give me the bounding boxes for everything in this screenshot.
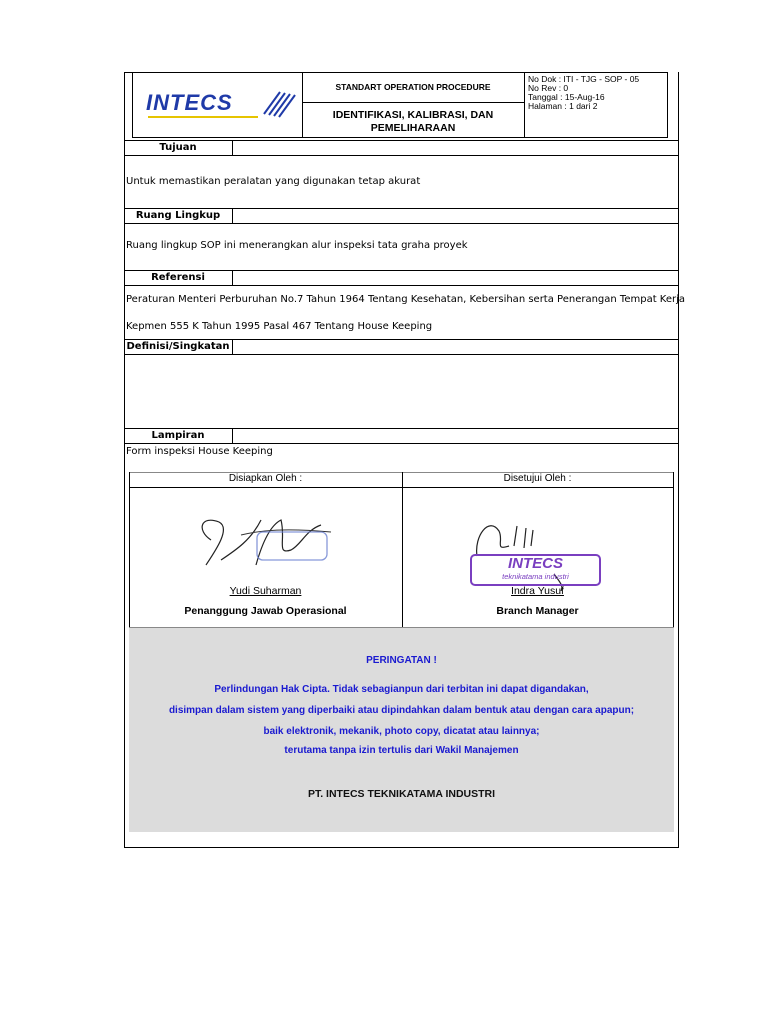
signature-table	[129, 472, 674, 627]
referensi-label: Referensi	[151, 272, 205, 283]
warning-line3: baik elektronik, mekanik, photo copy, dicatat atau lainnya;	[263, 726, 540, 737]
warning-line4: terutama tanpa izin tertulis dari Wakil Manajemen	[284, 745, 519, 756]
lampiran-content: Form inspeksi House Keeping	[126, 446, 273, 457]
prepared-heading: Disiapkan Oleh :	[228, 473, 303, 484]
lampiran-label: Lampiran	[151, 430, 205, 441]
copyright-warning	[129, 627, 674, 832]
prepared-name: Yudi Suharman	[229, 585, 302, 597]
header-block	[132, 72, 668, 138]
ruang-lingkup-content: Ruang lingkup SOP ini menerangkan alur inspeksi tata graha proyek	[126, 240, 468, 251]
approved-name: Indra Yusuf	[511, 585, 564, 597]
doc-meta	[528, 75, 666, 111]
warning-title: PERINGATAN !	[366, 655, 437, 666]
warning-line2: disimpan dalam sistem yang diperbaiki atau dipindahkan dalam bentuk atau dengan cara apapun;	[168, 705, 635, 716]
ruang-lingkup-label: Ruang Lingkup	[135, 210, 221, 221]
referensi-line1: Peraturan Menteri Perburuhan No.7 Tahun 1964 Tentang Kesehatan, Kebersihan serta Penerangan Tempat Kerja	[126, 294, 686, 305]
definisi-label: Definisi/Singkatan	[126, 341, 230, 352]
warning-line1: Perlindungan Hak Cipta. Tidak sebagianpun dari terbitan ini dapat digandakan,	[214, 684, 589, 695]
sop-title: STANDART OPERATION PROCEDURE	[335, 82, 491, 92]
intecs-logo	[146, 90, 296, 120]
company-stamp	[470, 554, 601, 586]
stamp-subtext: teknikatama industri	[502, 572, 569, 581]
prepared-title: Penanggung Jawab Operasional	[184, 605, 347, 617]
approved-heading: Disetujui Oleh :	[503, 473, 572, 484]
warning-company: PT. INTECS TEKNIKATAMA INDUSTRI	[307, 788, 496, 800]
meta-halaman: Halaman : 1 dari 2	[528, 101, 598, 111]
approved-title: Branch Manager	[496, 605, 579, 617]
doc-title-line2: PEMELIHARAAN	[370, 122, 456, 134]
meta-no-rev: No Rev : 0	[528, 83, 569, 93]
signature-yudi-icon	[191, 510, 341, 580]
tujuan-content: Untuk memastikan peralatan yang digunakan tetap akurat	[126, 176, 421, 187]
referensi-line2: Kepmen 555 K Tahun 1995 Pasal 467 Tentang House Keeping	[126, 321, 433, 332]
tujuan-label: Tujuan	[159, 142, 197, 153]
meta-tanggal: Tanggal : 15-Aug-16	[528, 92, 605, 102]
logo-text: INTECS	[146, 90, 233, 115]
logo-underline	[148, 116, 258, 118]
meta-no-dok: No Dok : ITI - TJG - SOP - 05	[528, 74, 640, 84]
logo-swoosh-icon	[258, 88, 298, 118]
doc-title-line1: IDENTIFIKASI, KALIBRASI, DAN	[332, 109, 494, 121]
stamp-text: INTECS	[507, 555, 563, 572]
